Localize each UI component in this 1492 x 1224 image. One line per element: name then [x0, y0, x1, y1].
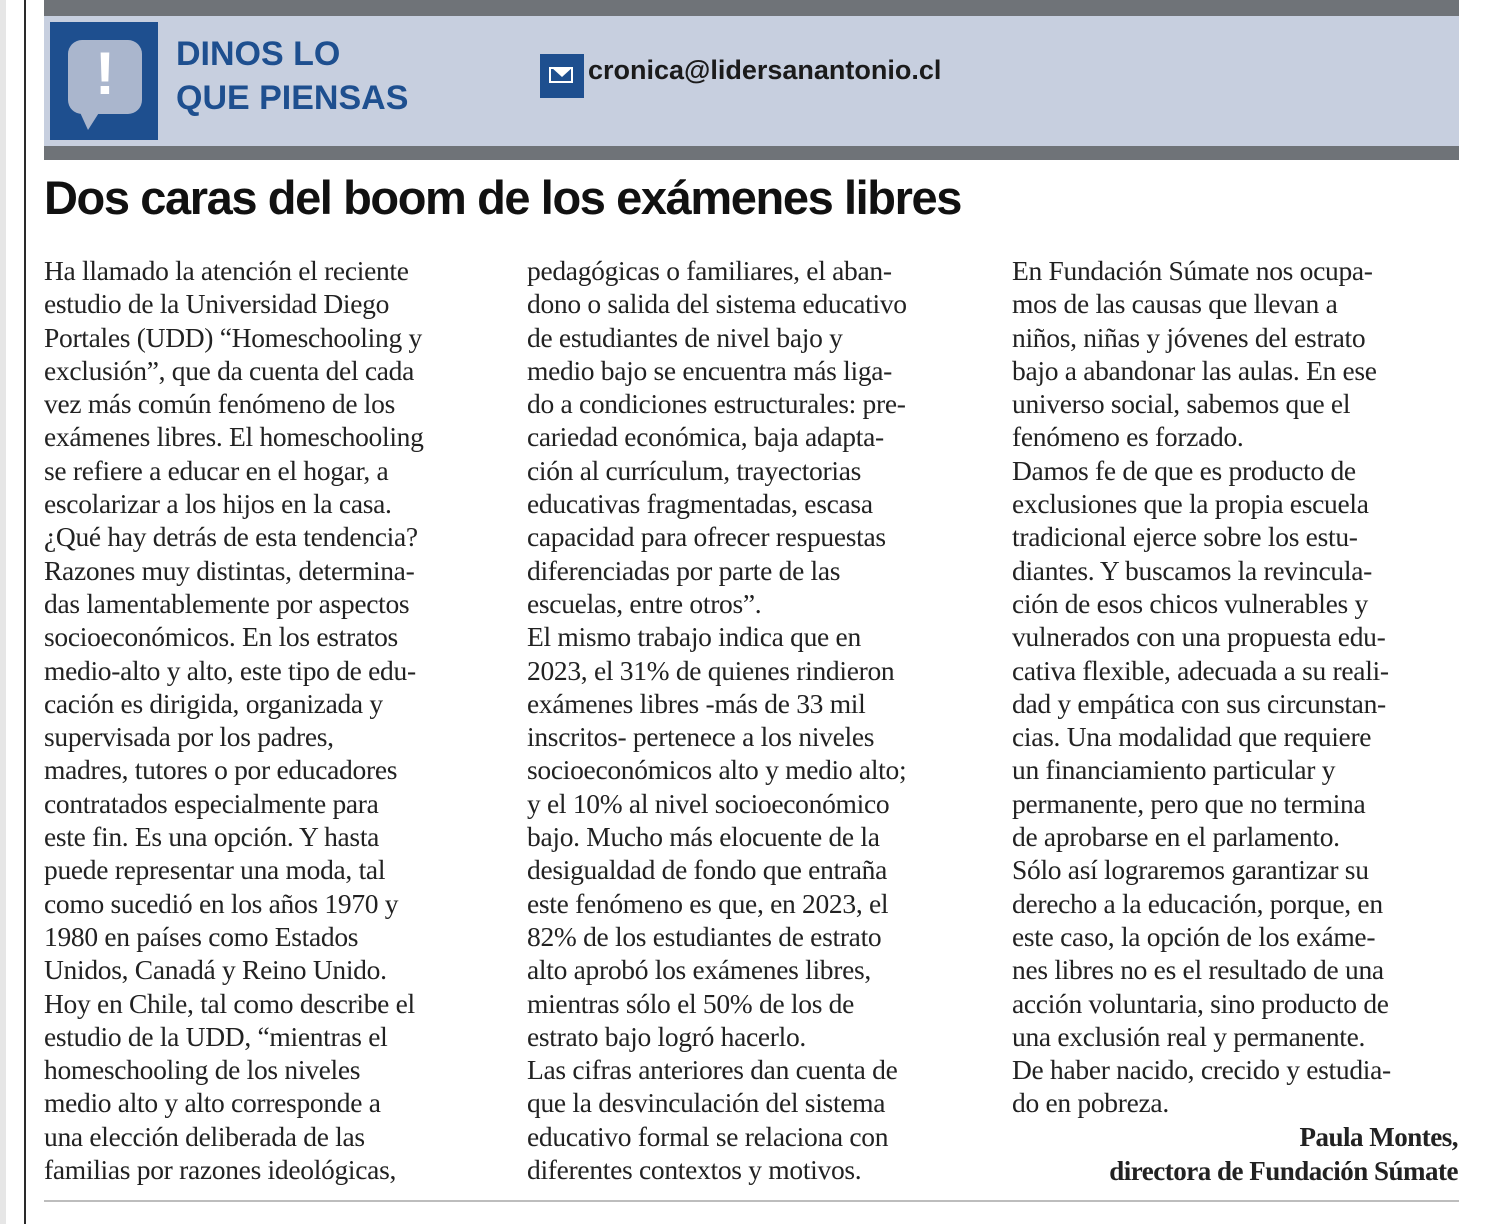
speech-bubble-tail — [78, 108, 102, 130]
article-line: dad y empática con sus circunstan- — [1012, 687, 1386, 719]
article-line: diantes. Y buscamos la revincula- — [1012, 554, 1372, 586]
article-line: socioeconómicos. En los estratos — [44, 621, 398, 653]
mail-icon — [540, 54, 584, 98]
article-line: diferentes contextos y motivos. — [527, 1154, 862, 1186]
article-line: escolarizar a los hijos en la casa. — [44, 488, 392, 520]
article-line: acción voluntaria, sino producto de — [1012, 987, 1389, 1019]
article-line: y el 10% al nivel socioeconómico — [527, 787, 890, 819]
article-line: exclusiones que la propia escuela — [1012, 488, 1369, 520]
section-title — [176, 32, 476, 120]
article-line: una elección deliberada de las — [44, 1120, 365, 1152]
article-column-1 — [44, 254, 500, 1186]
article-line: do a condiciones estructurales: pre- — [527, 388, 906, 420]
article-line: permanente, pero que no termina — [1012, 787, 1366, 819]
article-line: inscritos- pertenece a los niveles — [527, 721, 875, 753]
article-line: Hoy en Chile, tal como describe el — [44, 987, 415, 1019]
article-line: estudio de la UDD, “mientras el — [44, 1020, 388, 1052]
article-line: desigualdad de fondo que entraña — [527, 854, 887, 886]
article-line: como sucedió en los años 1970 y — [44, 887, 399, 919]
author-name: Paula Montes, — [1299, 1122, 1458, 1152]
section-title-line2: QUE PIENSAS — [176, 79, 409, 117]
article-column-3 — [1012, 254, 1460, 1120]
article-line: Razones muy distintas, determina- — [44, 554, 415, 586]
article-line: exclusión”, que da cuenta del cada — [44, 354, 415, 386]
article-line: ¿Qué hay detrás de esta tendencia? — [44, 521, 418, 553]
article-line: estrato bajo logró hacerlo. — [527, 1020, 807, 1052]
article-line: educativo formal se relaciona con — [527, 1120, 889, 1152]
article-line: niños, niñas y jóvenes del estrato — [1012, 321, 1366, 353]
article-line: do en pobreza. — [1012, 1087, 1169, 1119]
article-line: tradicional ejerce sobre los estu- — [1012, 521, 1358, 553]
article-line: ción de esos chicos vulnerables y — [1012, 587, 1368, 619]
article-line: medio alto y alto corresponde a — [44, 1087, 381, 1119]
article-line: este fin. Es una opción. Y hasta — [44, 821, 380, 853]
author-role: directora de Fundación Súmate — [1109, 1156, 1458, 1186]
article-line: estudio de la Universidad Diego — [44, 288, 390, 320]
article-line: contratados especialmente para — [44, 787, 379, 819]
article-line: ción al currículum, trayectorias — [527, 454, 862, 486]
column-rule — [24, 0, 26, 1224]
section-header — [44, 0, 1459, 160]
article-line: Unidos, Canadá y Reino Unido. — [44, 954, 387, 986]
article-line: Las cifras anteriores dan cuenta de — [527, 1054, 898, 1086]
envelope-flap — [551, 67, 573, 77]
article-line: homeschooling de los niveles — [44, 1054, 361, 1086]
article-column-2 — [527, 254, 983, 1186]
article-line: educativas fragmentadas, escasa — [527, 488, 873, 520]
article-line: universo social, sabemos que el — [1012, 388, 1351, 420]
article-line: cación es dirigida, organizada y — [44, 687, 383, 719]
article-line: De haber nacido, crecido y estudia- — [1012, 1054, 1391, 1086]
header-top-bar — [44, 0, 1459, 16]
article-signature — [980, 1120, 1458, 1188]
contact-email[interactable]: cronica@lidersanantonio.cl — [588, 55, 942, 85]
article-line: exámenes libres -más de 33 mil — [527, 687, 866, 719]
article-line: Portales (UDD) “Homeschooling y — [44, 321, 422, 353]
article-line: nes libres no es el resultado de una — [1012, 954, 1384, 986]
article-line: de aprobarse en el parlamento. — [1012, 821, 1340, 853]
article-line: familias por razones ideológicas, — [44, 1154, 397, 1186]
bottom-divider — [44, 1200, 1459, 1202]
article-line: escuelas, entre otros”. — [527, 587, 762, 619]
article-line: este caso, la opción de los exáme- — [1012, 920, 1376, 952]
article-line: vez más común fenómeno de los — [44, 388, 395, 420]
article-line: mientras sólo el 50% de los de — [527, 987, 855, 1019]
article-line: Damos fe de que es producto de — [1012, 454, 1356, 486]
article-line: bajo a abandonar las aulas. En ese — [1012, 354, 1377, 386]
article-line: derecho a la educación, porque, en — [1012, 887, 1383, 919]
article-line: medio-alto y alto, este tipo de edu- — [44, 654, 416, 686]
exclamation-mark: ! — [95, 40, 115, 107]
article-line: dono o salida del sistema educativo — [527, 288, 907, 320]
article-line: alto aprobó los exámenes libres, — [527, 954, 871, 986]
article-line: El mismo trabajo indica que en — [527, 621, 861, 653]
exclamation-icon — [50, 22, 158, 140]
header-bottom-bar — [44, 146, 1459, 160]
article-line: mos de las causas que llevan a — [1012, 288, 1338, 320]
article-line: En Fundación Súmate nos ocupa- — [1012, 255, 1373, 286]
article-line: fenómeno es forzado. — [1012, 421, 1244, 453]
article-line: bajo. Mucho más elocuente de la — [527, 821, 880, 853]
article-line: una exclusión real y permanente. — [1012, 1020, 1366, 1052]
article-line: medio bajo se encuentra más liga- — [527, 354, 893, 386]
article-line: de estudiantes de nivel bajo y — [527, 321, 843, 353]
section-title-line1: DINOS LO — [176, 35, 341, 73]
article-line: un financiamiento particular y — [1012, 754, 1336, 786]
article-line: exámenes libres. El homeschooling — [44, 421, 424, 453]
article-line: diferenciadas por parte de las — [527, 554, 841, 586]
article-line: 82% de los estudiantes de estrato — [527, 920, 882, 952]
article-line: 1980 en países como Estados — [44, 920, 359, 952]
article-line: se refiere a educar en el hogar, a — [44, 454, 389, 486]
article-line: este fenómeno es que, en 2023, el — [527, 887, 889, 919]
article-line: madres, tutores o por educadores — [44, 754, 398, 786]
article-line: Sólo así lograremos garantizar su — [1012, 854, 1369, 886]
article-line: capacidad para ofrecer respuestas — [527, 521, 886, 553]
article-headline: Dos caras del boom de los exámenes libres — [44, 171, 961, 224]
article-line: cativa flexible, adecuada a su reali- — [1012, 654, 1389, 686]
article-line: socioeconómicos alto y medio alto; — [527, 754, 907, 786]
article-line: cias. Una modalidad que requiere — [1012, 721, 1372, 753]
article-line: 2023, el 31% de quienes rindieron — [527, 654, 895, 686]
page-edge — [0, 0, 6, 1224]
article-line: pedagógicas o familiares, el aban- — [527, 255, 892, 286]
article-line: cariedad económica, baja adapta- — [527, 421, 884, 453]
article-line: vulnerados con una propuesta edu- — [1012, 621, 1386, 653]
article-line: supervisada por los padres, — [44, 721, 334, 753]
article-line: das lamentablemente por aspectos — [44, 587, 410, 619]
article-line: que la desvinculación del sistema — [527, 1087, 886, 1119]
article-line: Ha llamado la atención el reciente — [44, 255, 409, 286]
article-line: puede representar una moda, tal — [44, 854, 386, 886]
